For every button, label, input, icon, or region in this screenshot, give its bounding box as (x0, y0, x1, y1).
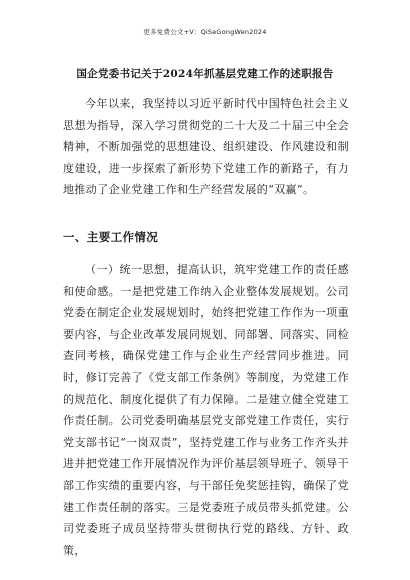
section-block (63, 259, 349, 561)
intro-block (63, 93, 349, 201)
section-paragraph: （一）统一思想，提高认识，筑牢党建工作的责任感和使命感。一是把党建工作纳入企业整体发展规划。公司党委在制定企业发展规划时，始终把党建工作作为一项重要内容，与企业改革发展同规划、同部署、同落实、同检查同考核，确保党建工作与企业生产经营同步推进。同时，修订完善了《党支部工作条例》等制度，为党建工作的规范化、制度化提供了有力保障。二是建立健全党建工作责任制。公司党委明确基层党支部党建工作责任，实行党支部书记“一岗双责”，坚持党建工作与业务工作齐头并进并把党建工作开展情况作为评价基层领导班子、领导干部工作实绩的重要内容，与干部任免奖惩挂钩，确保了党建工作责任制的落实。三是党委班子成员带头抓党建。公司党委班子成员坚持带头贯彻执行党的路线、方针、政策， (63, 263, 349, 557)
intro-paragraph: 今年以来，我坚持以习近平新时代中国特色社会主义思想为指导，深入学习贯彻党的二十大及二十届三中全会精神，不断加强党的思想建设、组织建设、作风建设和制度建设，进一步探索了新形势下党建工作的新路子，有力地推动了企业党建工作和生产经营发展的“双赢”。 (63, 97, 349, 197)
header-note: 更多免费公文+V：QiSeGongWen2024 (143, 28, 267, 36)
document-title: 国企党委书记关于2024年抓基层党建工作的述职报告 (76, 68, 334, 80)
section-heading: 一、主要工作情况 (63, 230, 159, 244)
